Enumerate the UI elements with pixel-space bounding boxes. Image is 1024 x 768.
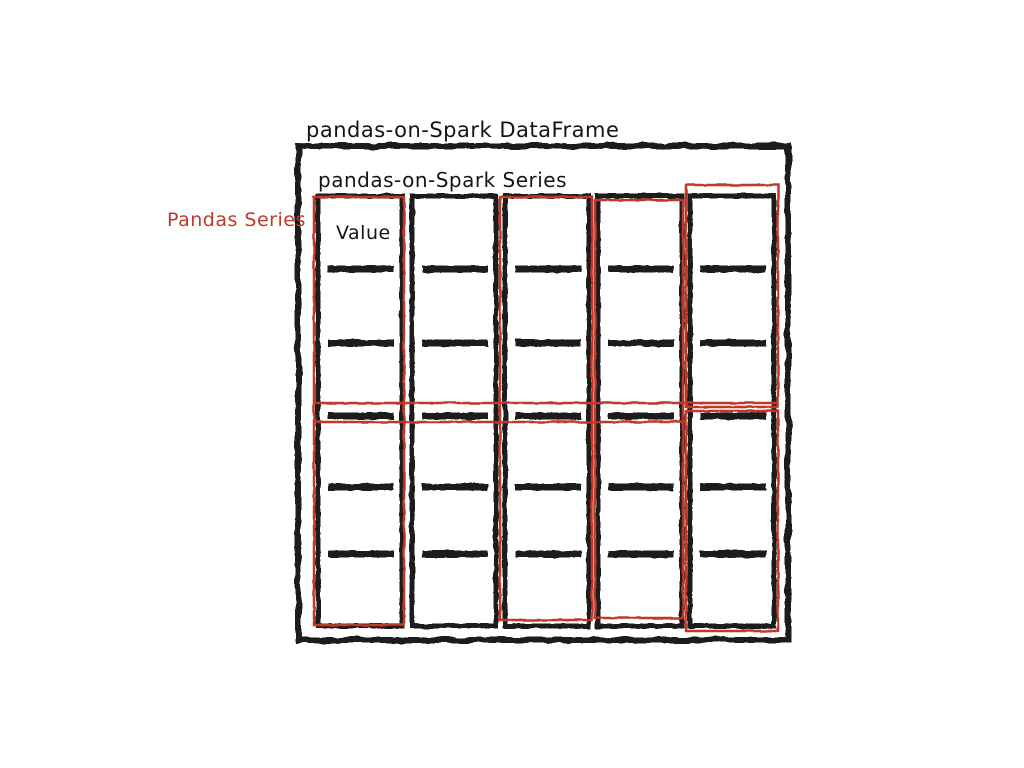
value-label: Value [336,222,391,244]
column-3 [505,196,589,626]
column-4 [598,196,682,626]
partition-highlight-lower [686,411,778,631]
series-highlight-column-1 [314,197,404,625]
dataframe-title: pandas-on-Spark DataFrame [306,118,620,142]
column-2 [412,196,496,626]
series-title: pandas-on-Spark Series [318,168,568,192]
column-1 [318,196,402,626]
pandas-series-label: Pandas Series [167,209,306,231]
partition-highlight-upper [686,185,778,407]
dataframe-outline [298,146,788,640]
